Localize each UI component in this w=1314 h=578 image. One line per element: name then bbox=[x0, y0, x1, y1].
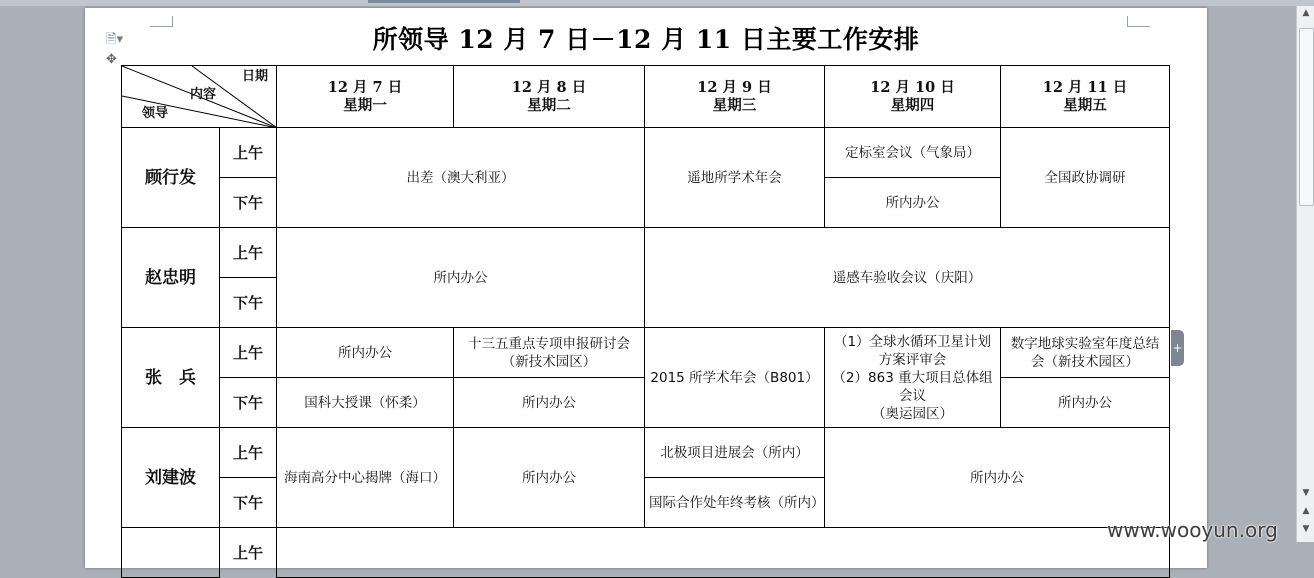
previous-page-icon[interactable]: ▲ bbox=[1302, 506, 1310, 516]
header-row bbox=[122, 66, 1170, 128]
schedule-table bbox=[121, 65, 1170, 578]
watermark: www.wooyun.org bbox=[1107, 518, 1278, 542]
window-top-strip bbox=[0, 0, 1314, 6]
active-tab-indicator bbox=[368, 0, 520, 3]
corner-label-content: 内容 bbox=[190, 87, 217, 102]
period-am: 上午 bbox=[220, 528, 277, 578]
day-date: 12 月 10 日 bbox=[870, 78, 955, 96]
day-weekday: 星期五 bbox=[1063, 96, 1107, 114]
leader-name: 顾行发 bbox=[122, 128, 220, 228]
table-row bbox=[122, 128, 1170, 178]
day-date: 12 月 11 日 bbox=[1042, 78, 1128, 96]
scroll-up-arrow-icon[interactable]: ▲ bbox=[1302, 8, 1310, 18]
schedule-cell: 海南高分中心揭牌（海口） bbox=[277, 428, 454, 528]
schedule-cell: 所内办公 bbox=[277, 328, 454, 378]
table-row bbox=[122, 328, 1170, 378]
diagonal-header-cell bbox=[122, 66, 277, 128]
schedule-cell: 所内办公 bbox=[454, 378, 645, 428]
day-header-mon bbox=[277, 66, 454, 128]
day-weekday: 星期三 bbox=[712, 96, 757, 114]
schedule-cell bbox=[277, 528, 1170, 578]
table-row bbox=[122, 528, 1170, 578]
day-date: 12 月 8 日 bbox=[511, 78, 587, 96]
period-am: 上午 bbox=[220, 428, 277, 478]
day-date: 12 月 9 日 bbox=[697, 78, 772, 96]
scroll-thumb[interactable] bbox=[1299, 28, 1314, 206]
leader-name: 张 兵 bbox=[122, 328, 220, 428]
schedule-cell: 全国政协调研 bbox=[1001, 128, 1170, 228]
schedule-cell: 北极项目进展会（所内） bbox=[645, 428, 825, 478]
corner-label-leader: 领导 bbox=[142, 106, 169, 121]
document-icon[interactable]: 🗎▾ bbox=[106, 32, 123, 47]
schedule-cell: 所内办公 bbox=[825, 178, 1001, 228]
schedule-cell: 所内办公 bbox=[454, 428, 645, 528]
schedule-cell: 所内办公 bbox=[825, 428, 1170, 528]
schedule-cell: 所内办公 bbox=[277, 228, 645, 328]
period-am: 上午 bbox=[220, 128, 277, 178]
day-date: 12 月 7 日 bbox=[327, 78, 403, 96]
day-header-wed bbox=[645, 66, 825, 128]
table-move-handle-icon[interactable]: ✥ bbox=[106, 52, 117, 67]
period-pm: 下午 bbox=[220, 478, 277, 528]
period-pm: 下午 bbox=[220, 178, 277, 228]
day-header-fri bbox=[1001, 66, 1170, 128]
next-page-icon[interactable]: ▼ bbox=[1302, 524, 1310, 534]
schedule-cell: 十三五重点专项申报研讨会（新技术园区） bbox=[454, 328, 645, 378]
day-weekday: 星期二 bbox=[527, 96, 571, 114]
schedule-cell: 数字地球实验室年度总结会（新技术园区） bbox=[1001, 328, 1170, 378]
scroll-down-arrow-icon[interactable]: ▼ bbox=[1302, 488, 1310, 498]
period-pm: 下午 bbox=[220, 378, 277, 428]
schedule-cell: 2015 所学术年会（B801） bbox=[645, 328, 825, 428]
period-am: 上午 bbox=[220, 228, 277, 278]
period-pm: 下午 bbox=[220, 278, 277, 328]
schedule-cell: 国科大授课（怀柔） bbox=[277, 378, 454, 428]
add-row-button[interactable] bbox=[1171, 330, 1184, 366]
document-page bbox=[85, 8, 1207, 568]
schedule-cell: 国际合作处年终考核（所内） bbox=[645, 478, 825, 528]
schedule-cell: 遥地所学术年会 bbox=[645, 128, 825, 228]
day-weekday: 星期四 bbox=[890, 96, 935, 114]
table-row bbox=[122, 428, 1170, 478]
leader-name: 刘建波 bbox=[122, 428, 220, 528]
day-weekday: 星期一 bbox=[343, 96, 387, 114]
corner-label-date: 日期 bbox=[241, 69, 268, 84]
vertical-scrollbar[interactable] bbox=[1296, 6, 1314, 542]
leader-name bbox=[122, 528, 220, 578]
day-header-thu bbox=[825, 66, 1001, 128]
period-am: 上午 bbox=[220, 328, 277, 378]
schedule-cell: 定标室会议（气象局） bbox=[825, 128, 1001, 178]
table-row bbox=[122, 228, 1170, 278]
page-title: 所领导 12 月 7 日－12 月 11 日主要工作安排 bbox=[372, 25, 920, 54]
schedule-cell: 所内办公 bbox=[1001, 378, 1170, 428]
plus-icon: + bbox=[1172, 341, 1183, 355]
schedule-cell: 遥感车验收会议（庆阳） bbox=[645, 228, 1170, 328]
day-header-tue bbox=[454, 66, 645, 128]
schedule-cell: 出差（澳大利亚） bbox=[277, 128, 645, 228]
leader-name: 赵忠明 bbox=[122, 228, 220, 328]
schedule-cell: （1）全球水循环卫星计划方案评审会 （2）863 重大项目总体组会议 （奥运园区） bbox=[825, 328, 1001, 428]
